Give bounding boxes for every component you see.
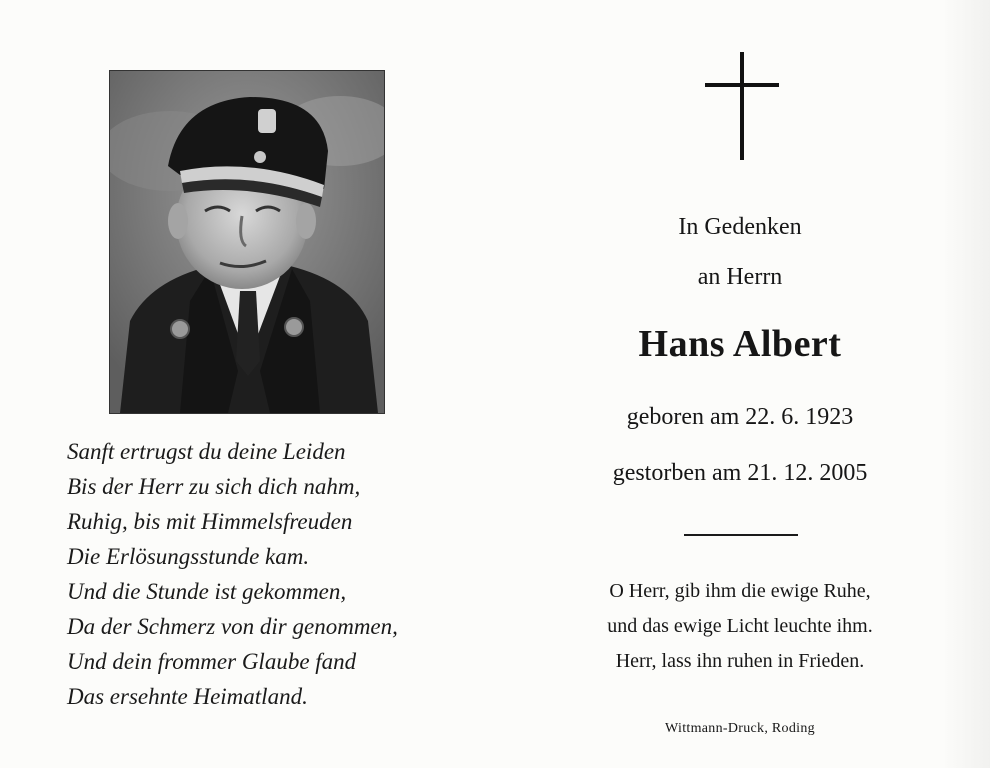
deceased-name: Hans Albert (638, 323, 842, 365)
poem-line: Die Erlösungsstunde kam. (67, 544, 310, 569)
prayer-line: Herr, lass ihn ruhen in Frieden. (615, 650, 865, 672)
birth-date: geboren am 22. 6. 1923 (626, 404, 854, 430)
portrait-image (110, 71, 384, 413)
death-date: gestorben am 21. 12. 2005 (612, 460, 868, 486)
poem (67, 434, 487, 714)
cross-icon (705, 52, 779, 160)
poem-line: Sanft ertrugst du deine Leiden (67, 439, 346, 464)
poem-line: Das ersehnte Heimatland. (67, 684, 308, 709)
printer-credit: Wittmann-Druck, Roding (665, 721, 815, 736)
poem-line: Und dein frommer Glaube fand (67, 649, 357, 674)
poem-line: Und die Stunde ist gekommen, (67, 579, 347, 604)
poem-line: Da der Schmerz von dir genommen, (67, 614, 398, 639)
paper-edge-shadow (942, 0, 990, 768)
poem-line: Ruhig, bis mit Himmelsfreuden (67, 509, 353, 534)
prayer (560, 574, 920, 679)
portrait-photo (109, 70, 385, 414)
divider-line (684, 534, 798, 536)
poem-line: Bis der Herr zu sich dich nahm, (67, 474, 361, 499)
heading-an-herrn: an Herrn (697, 264, 783, 290)
prayer-line: O Herr, gib ihm die ewige Ruhe, (609, 580, 871, 602)
prayer-line: und das ewige Licht leuchte ihm. (607, 615, 873, 637)
heading-in-gedenken: In Gedenken (678, 214, 802, 240)
